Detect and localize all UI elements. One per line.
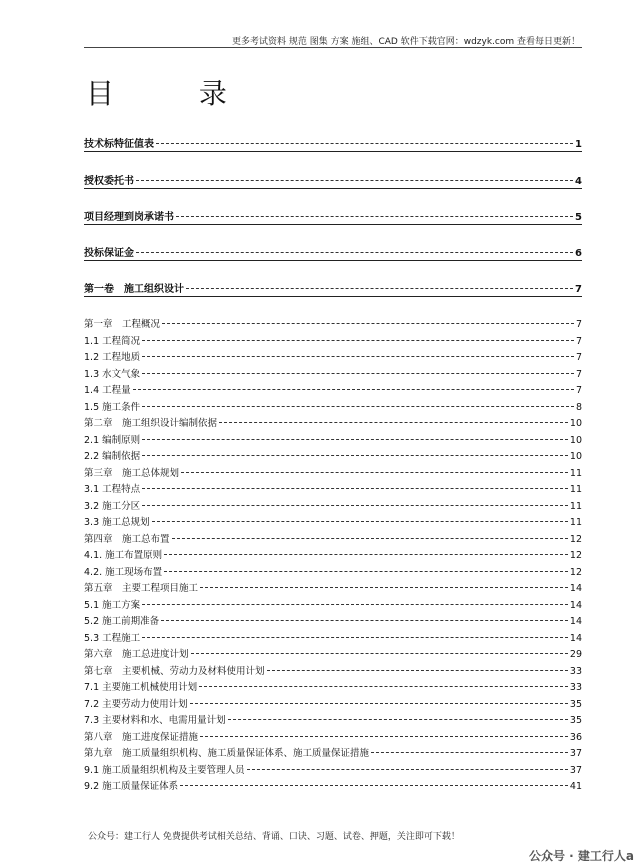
- toc-entry[interactable]: [84, 531, 582, 545]
- toc-leader: [142, 406, 574, 407]
- toc-entry[interactable]: [84, 448, 582, 462]
- toc-entry-label: 3.1 工程特点: [84, 484, 141, 495]
- footer-note: 公众号：建工行人 免费提供考试相关总结、背诵、口诀、习题、试卷、押题，关注即可下载！: [88, 832, 460, 842]
- toc-entry[interactable]: [84, 646, 582, 660]
- toc-entry-label: 2.1 编制原则: [84, 434, 141, 446]
- toc-leader: [162, 323, 574, 324]
- toc-entry-page: 10: [569, 418, 582, 429]
- toc-major-entry[interactable]: [84, 208, 582, 225]
- toc-leader: [219, 422, 568, 423]
- toc-entry[interactable]: [84, 745, 582, 759]
- toc-entry-page: 11: [569, 500, 582, 512]
- toc-entry[interactable]: [84, 432, 582, 446]
- toc-entry-label: 2.2 编制依据: [84, 451, 141, 462]
- toc-entry-label: 第七章 主要机械、劳动力及材料使用计划: [84, 665, 265, 677]
- toc-entry-label: 3.3 施工总规划: [84, 517, 150, 528]
- toc-major-entry[interactable]: [84, 280, 582, 297]
- toc-entry-label: 授权委托书: [84, 176, 134, 187]
- toc-leader: [200, 736, 568, 737]
- toc-leader: [164, 571, 568, 572]
- toc-entry-label: 1.2 工程地质: [84, 352, 141, 363]
- toc-entry[interactable]: [84, 481, 582, 495]
- toc-entry-label: 4.1. 施工布置原则: [84, 550, 163, 561]
- toc-entry-page: 12: [569, 566, 582, 578]
- toc-leader: [133, 389, 574, 390]
- toc-leader: [191, 653, 568, 654]
- toc-entry[interactable]: [84, 564, 582, 578]
- toc-entry-label: 4.2. 施工现场布置: [84, 566, 163, 578]
- toc-entry-label: 9.1 施工质量组织机构及主要管理人员: [84, 764, 245, 776]
- toc-entry-page: 29: [569, 649, 582, 660]
- toc-leader: [180, 785, 568, 786]
- toc-entry[interactable]: [84, 382, 582, 396]
- toc-entry-page: 4: [575, 176, 582, 187]
- toc-entry-page: 14: [569, 599, 582, 611]
- toc-leader: [247, 769, 568, 770]
- toc-entry-label: 技术标特征值表: [84, 139, 154, 150]
- toc-entry-label: 5.3 工程施工: [84, 632, 141, 644]
- toc-leader: [136, 252, 573, 253]
- toc-entry[interactable]: [84, 597, 582, 611]
- toc-entry[interactable]: [84, 415, 582, 429]
- toc-entry-label: 1.5 施工条件: [84, 401, 141, 413]
- toc-entry-page: 14: [569, 632, 582, 644]
- toc-entry-label: 7.2 主要劳动力使用计划: [84, 698, 188, 710]
- toc-leader: [156, 143, 573, 144]
- toc-entry-page: 12: [569, 550, 582, 561]
- toc-entry[interactable]: [84, 333, 582, 347]
- toc-leader: [172, 538, 568, 539]
- toc-entry-label: 1.4 工程量: [84, 385, 131, 396]
- toc-entry-page: 10: [569, 451, 582, 462]
- toc-leader: [267, 670, 568, 671]
- toc-leader: [142, 356, 574, 357]
- toc-entry-label: 7.3 主要材料和水、电需用量计划: [84, 715, 226, 726]
- toc-entry-page: 5: [575, 212, 582, 223]
- toc-entry-label: 项目经理到岗承诺书: [84, 212, 174, 223]
- toc-leader: [371, 752, 568, 753]
- toc-leader: [142, 455, 568, 456]
- toc-leader: [176, 216, 573, 217]
- toc-leader: [142, 604, 568, 605]
- toc-entry-page: 33: [569, 682, 582, 693]
- toc-entry-page: 7: [575, 284, 582, 295]
- toc-leader: [228, 719, 568, 720]
- toc-leader: [142, 637, 568, 638]
- toc-entry[interactable]: [84, 663, 582, 677]
- toc-entry[interactable]: [84, 630, 582, 644]
- toc-leader: [142, 505, 568, 506]
- toc-entry-page: 6: [575, 248, 582, 259]
- toc-entry[interactable]: [84, 712, 582, 726]
- toc-entry-page: 14: [569, 616, 582, 627]
- toc-leader: [200, 587, 568, 588]
- toc-entry-page: 11: [569, 467, 582, 479]
- toc-entry-label: 7.1 主要施工机械使用计划: [84, 682, 198, 693]
- toc-entry-label: 第八章 施工进度保证措施: [84, 731, 199, 743]
- toc-entry-label: 投标保证金: [84, 248, 134, 259]
- toc-entry[interactable]: [84, 366, 582, 380]
- header-note: 更多考试资料 规范 图集 方案 施组、CAD 软件下载官网：wdzyk.com 查看每日更新！: [232, 37, 580, 47]
- toc-entry[interactable]: [84, 679, 582, 693]
- toc-entry-page: 14: [569, 583, 582, 594]
- toc-major-entry[interactable]: [84, 244, 582, 261]
- toc-entry-label: 第五章 主要工程项目施工: [84, 583, 199, 594]
- toc-entry-label: 第一章 工程概况: [84, 319, 161, 330]
- toc-leader: [164, 554, 568, 555]
- toc-entry-label: 第九章 施工质量组织机构、施工质量保证体系、施工质量保证措施: [84, 748, 370, 759]
- toc-entry[interactable]: [84, 613, 582, 627]
- toc-leader: [142, 340, 574, 341]
- toc-leader: [190, 703, 568, 704]
- toc-entry[interactable]: [84, 729, 582, 743]
- toc-leader: [186, 288, 573, 289]
- toc-entry-page: 33: [569, 665, 582, 677]
- toc-entry-page: 10: [569, 434, 582, 446]
- toc-entry[interactable]: [84, 547, 582, 561]
- toc-entry[interactable]: [84, 399, 582, 413]
- toc-entry-page: 11: [569, 517, 582, 528]
- toc-leader: [136, 180, 573, 181]
- toc-entry-page: 7: [575, 319, 582, 330]
- toc-entry[interactable]: [84, 696, 582, 710]
- toc-entry-page: 37: [569, 748, 582, 759]
- toc-entry-label: 1.3 水文气象: [84, 368, 141, 380]
- toc-entry-label: 第六章 施工总进度计划: [84, 649, 189, 660]
- toc-leader: [142, 439, 568, 440]
- header-divider: [84, 47, 582, 48]
- toc-leader: [161, 620, 568, 621]
- toc-entry-label: 1.1 工程简况: [84, 335, 141, 347]
- toc-entry-label: 第二章 施工组织设计编制依据: [84, 418, 218, 429]
- toc-entry-page: 7: [575, 385, 582, 396]
- toc-entry-page: 8: [575, 401, 582, 413]
- toc-leader: [152, 521, 568, 522]
- toc-entry[interactable]: [84, 465, 582, 479]
- toc-entry-label: 9.2 施工质量保证体系: [84, 781, 179, 792]
- toc-entry-page: 35: [569, 715, 582, 726]
- toc-entry-label: 第三章 施工总体规划: [84, 467, 180, 479]
- toc-entry-page: 7: [575, 335, 582, 347]
- toc-entry-label: 第四章 施工总布置: [84, 533, 170, 545]
- toc-entry-label: 5.1 施工方案: [84, 599, 141, 611]
- toc-entry[interactable]: [84, 498, 582, 512]
- toc-major-entry[interactable]: [84, 135, 582, 152]
- toc-major-entry[interactable]: [84, 172, 582, 189]
- toc-entry[interactable]: [84, 778, 582, 792]
- toc-entry-page: 7: [575, 352, 582, 363]
- toc-entry[interactable]: [84, 580, 582, 594]
- toc-leader: [199, 686, 568, 687]
- toc-entry-page: 41: [569, 781, 582, 792]
- page-title: 目 录: [86, 77, 265, 110]
- toc-leader: [181, 472, 568, 473]
- toc-entry-label: 第一卷 施工组织设计: [84, 284, 184, 295]
- toc-entry[interactable]: [84, 514, 582, 528]
- toc-entry[interactable]: [84, 316, 582, 330]
- toc-entry-label: 5.2 施工前期准备: [84, 616, 160, 627]
- toc-entry-page: 36: [569, 731, 582, 743]
- toc-leader: [142, 488, 568, 489]
- toc-entry-page: 12: [569, 533, 582, 545]
- toc-entry[interactable]: [84, 762, 582, 776]
- watermark: 公众号 · 建工行人a: [528, 849, 634, 863]
- toc-entry-page: 7: [575, 368, 582, 380]
- toc-entry-page: 37: [569, 764, 582, 776]
- toc-entry-page: 35: [569, 698, 582, 710]
- toc-entry-page: 1: [575, 139, 582, 150]
- toc-entry-page: 11: [569, 484, 582, 495]
- toc-leader: [142, 373, 574, 374]
- toc-entry[interactable]: [84, 349, 582, 363]
- toc-entry-label: 3.2 施工分区: [84, 500, 141, 512]
